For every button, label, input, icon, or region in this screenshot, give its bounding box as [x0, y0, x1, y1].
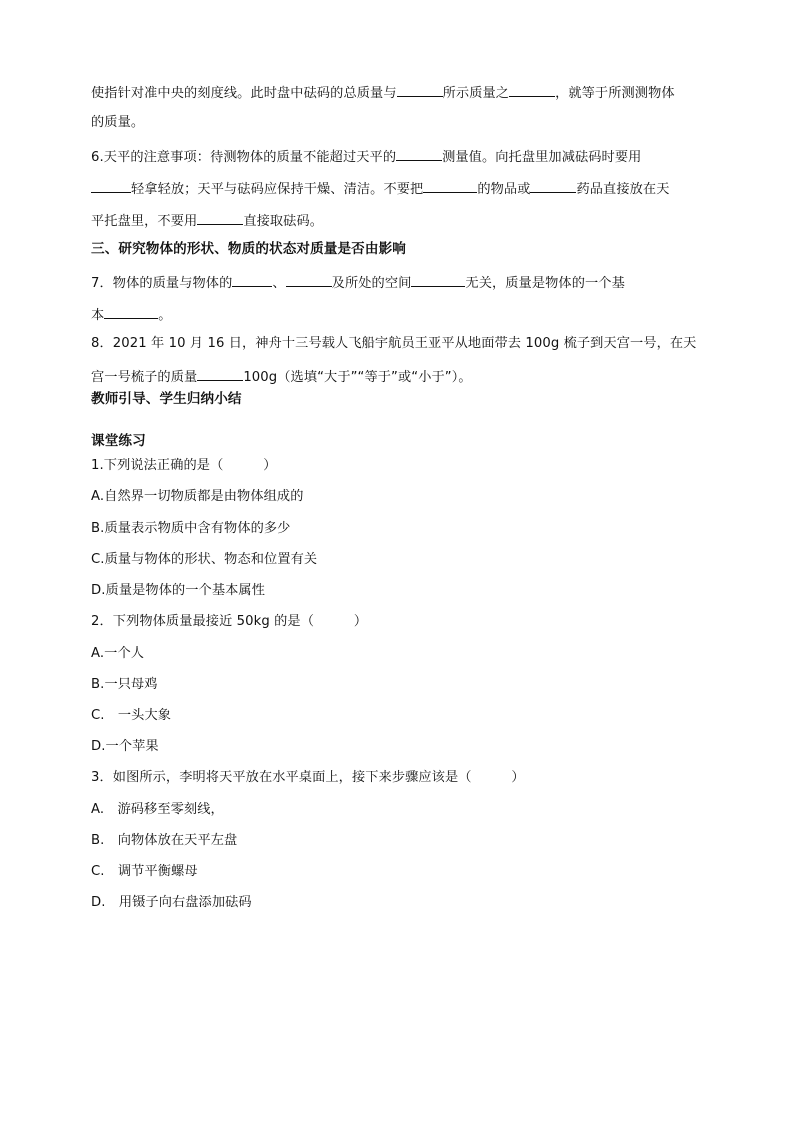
item8-line1: 8．2021 年 10 月 16 日，神舟十三号载人飞船宇航员王亚平从地面带去 100g 梳子到天宫一号，在天	[91, 336, 697, 351]
question-3-stem: 3．如图所示，李明将天平放在水平桌面上，接下来步骤应该是（ ）	[91, 770, 525, 785]
text-segment: 平托盘里，不要用	[91, 214, 198, 229]
fill-blank[interactable]	[197, 210, 243, 225]
text-segment: 宫一号梳子的质量	[91, 370, 198, 385]
fill-blank[interactable]	[197, 366, 243, 381]
fill-blank[interactable]	[104, 304, 158, 319]
question-1-option-b[interactable]: B.质量表示物质中含有物体的多少	[91, 521, 291, 536]
item8-line2	[91, 366, 472, 387]
text-segment: 。	[158, 308, 172, 323]
question-3-option-c[interactable]: C. 调节平衡螺母	[91, 864, 198, 879]
question-1-option-c[interactable]: C.质量与物体的形状、物态和位置有关	[91, 552, 318, 567]
fill-blank[interactable]	[286, 272, 332, 287]
question-1-stem: 1.下列说法正确的是（ ）	[91, 458, 277, 473]
question-3-option-d[interactable]: D. 用镊子向右盘添加砝码	[91, 895, 252, 910]
fill-blank[interactable]	[397, 82, 443, 97]
summary-heading: 教师引导、学生归纳小结	[91, 391, 242, 407]
fill-blank[interactable]	[509, 82, 555, 97]
practice-heading: 课堂练习	[91, 433, 146, 449]
item7-line1	[91, 272, 625, 293]
text-segment: 及所处的空间	[331, 276, 412, 291]
text-segment: 药品直接放在天	[576, 182, 670, 197]
fill-blank[interactable]	[423, 178, 477, 193]
item6-line3	[91, 210, 323, 231]
text-segment: 本	[91, 308, 105, 323]
question-1-option-a[interactable]: A.自然界一切物质都是由物体组成的	[91, 489, 304, 504]
item7-line2	[91, 304, 172, 325]
text-segment: 100g（选填“大于”“等于”或“小于”）。	[243, 370, 472, 385]
text-segment: 所示质量之	[442, 86, 510, 101]
question-2-option-c[interactable]: C. 一头大象	[91, 708, 172, 723]
text-segment: 无关，质量是物体的一个基	[465, 276, 625, 291]
text-segment: 6.天平的注意事项：待测物体的质量不能超过天平的	[91, 150, 397, 165]
question-1-option-d[interactable]: D.质量是物体的一个基本属性	[91, 583, 265, 598]
text-segment: ，就等于所测测物体	[555, 86, 675, 101]
fill-blank[interactable]	[396, 146, 442, 161]
fill-blank[interactable]	[530, 178, 576, 193]
text-segment: 7．物体的质量与物体的	[91, 276, 233, 291]
item6-line2	[91, 178, 670, 199]
section5-line1	[91, 82, 675, 103]
fill-blank[interactable]	[91, 178, 131, 193]
question-2-option-b[interactable]: B.一只母鸡	[91, 677, 158, 692]
question-2-option-a[interactable]: A.一个人	[91, 646, 145, 661]
fill-blank[interactable]	[411, 272, 465, 287]
section5-line2: 的质量。	[91, 115, 145, 130]
item6-line1	[91, 146, 641, 167]
question-3-option-a[interactable]: A. 游码移至零刻线，	[91, 802, 224, 817]
text-segment: 使指针对准中央的刻度线。此时盘中砝码的总质量与	[91, 86, 397, 101]
section3-heading: 三、研究物体的形状、物质的状态对质量是否由影响	[91, 241, 406, 257]
text-segment: 测量值。向托盘里加减砝码时要用	[442, 150, 642, 165]
text-segment: 、	[272, 276, 286, 291]
question-2-stem: 2．下列物体质量最接近 50kg 的是（ ）	[91, 614, 368, 629]
text-segment: 直接取砝码。	[243, 214, 324, 229]
text-segment: 轻拿轻放；天平与砝码应保持干燥、清洁。不要把	[131, 182, 424, 197]
fill-blank[interactable]	[232, 272, 272, 287]
question-3-option-b[interactable]: B. 向物体放在天平左盘	[91, 833, 238, 848]
text-segment: 的物品或	[477, 182, 531, 197]
question-2-option-d[interactable]: D.一个苹果	[91, 739, 159, 754]
